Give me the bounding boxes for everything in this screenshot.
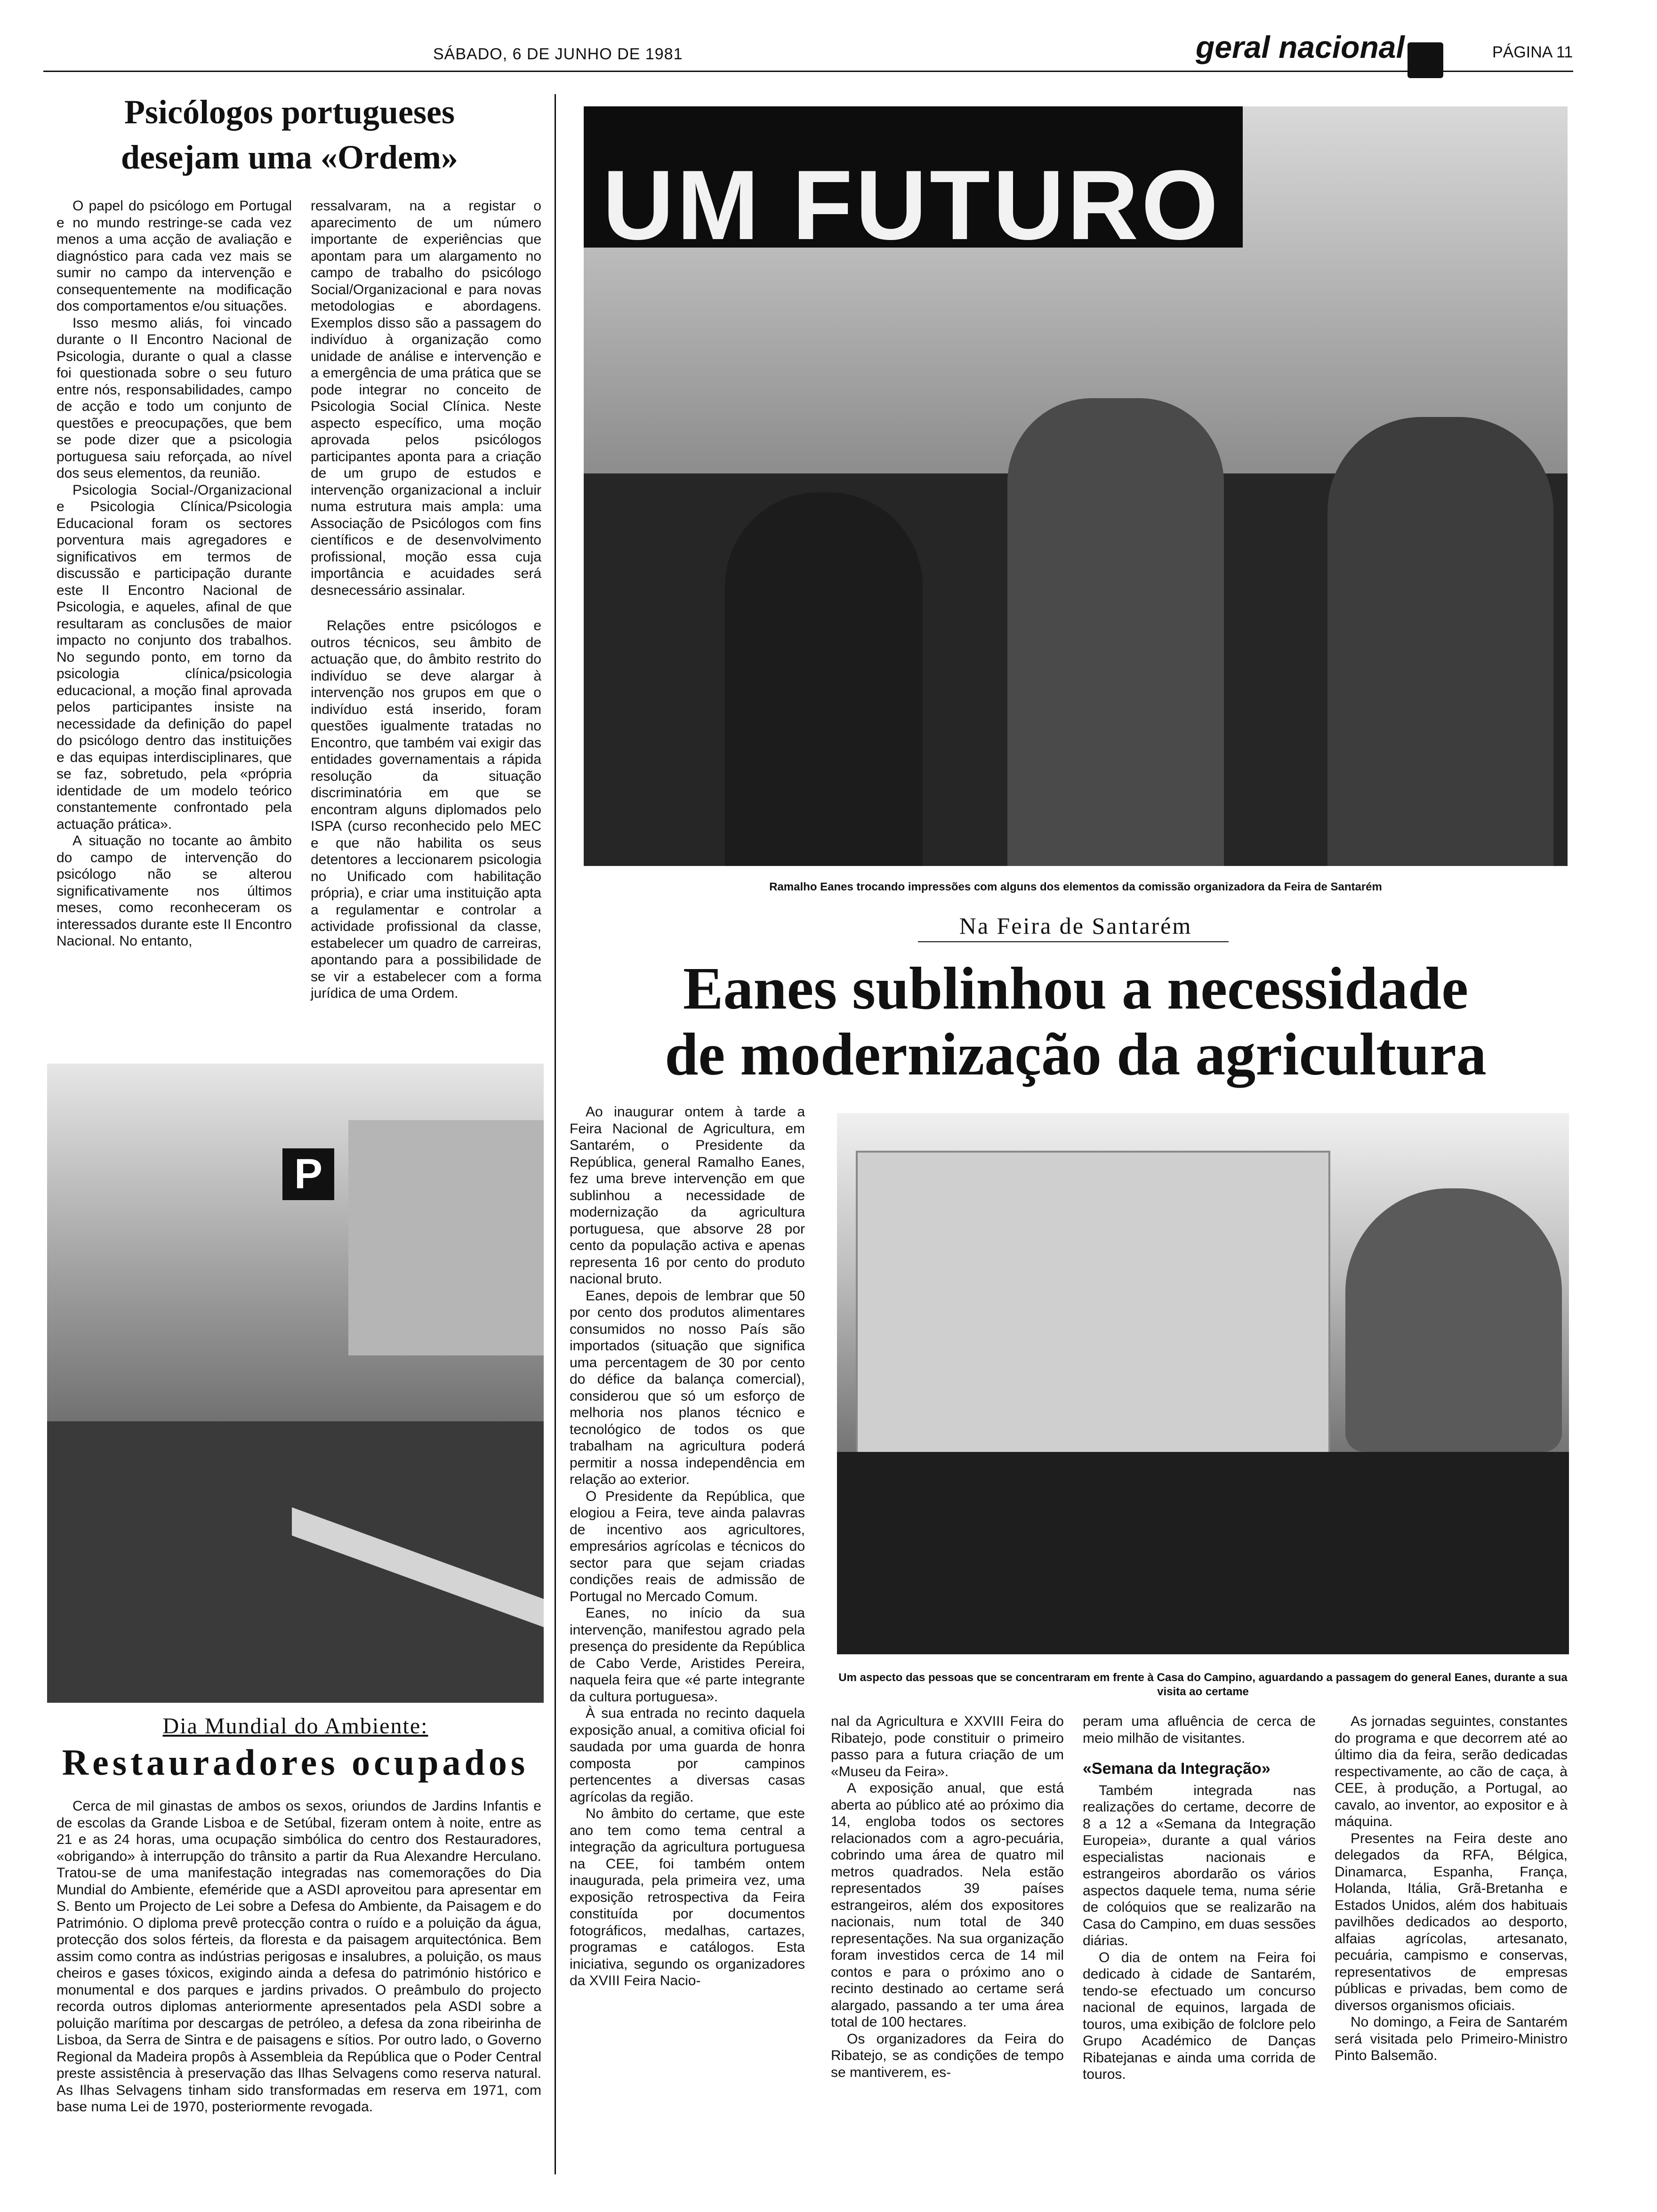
parking-sign	[282, 1148, 334, 1200]
figure-right	[1327, 417, 1553, 866]
eanes-col1	[570, 1104, 805, 1989]
paragraph: À sua entrada no recinto daquela exposição anual, a comitiva oficial foi saudada por uma guarda de honra composta por campinos pertencentes a diversas casas agrícolas da região.	[570, 1706, 805, 1805]
paragraph: O papel do psicólogo em Portugal e no mundo restringe-se cada vez menos a uma acção de avaliação e diagnóstico para cada vez mais se sumir no campo da intervenção e consequentemente na modificação dos comportamentos e/ou situações.	[56, 198, 292, 314]
figure-center	[1007, 398, 1224, 866]
psicologos-headline-line2: desejam uma «Ordem»	[121, 138, 458, 176]
ambiente-headline: Restauradores ocupados	[62, 1742, 529, 1783]
paragraph: Os organizadores da Feira do Ribatejo, se as condições de tempo se mantiverem, es-	[831, 2031, 1064, 2080]
paragraph: Psicologia Social-/Organizacional e Psicologia Clínica/Psicologia Educacional foram os sectores porventura mais agregadores e significativos em termos de discussão e participação durante este II Encontro Nacional de Psicologia, e aqueles, afinal de que resultaram as conclusões de maior impacto no conjunto dos trabalhos. No segundo ponto, em torno da psicologia clínica/psicologia educacional, a moção final aprovada pelos participantes insiste na necessidade da definição do papel do psicólogo dentro das instituições e das equipas interdisciplinares, que se faz, sobretudo, pela «própria identidade de um modelo teórico constantemente confrontado pela actuação prática».	[56, 482, 292, 832]
eanes-photo	[584, 106, 1568, 866]
column-rule	[555, 94, 556, 2174]
ambiente-body	[56, 1798, 541, 2116]
eanes-headline	[570, 955, 1582, 1087]
paragraph: A exposição anual, que está aberta ao público até ao próximo dia 14, engloba todos os sectores relacionados com a agro-pecuária, cobrindo uma área de quatro mil metros quadrados. Nela estão representados 39 países estrangeiros, além dos expositores nacionais, num total de 340 representações. Na sua organização foram investidos cerca de 14 mil contos e para o próximo ano o recinto destinado ao certame será alargado, passando a ter uma área total de 100 hectares.	[831, 1780, 1064, 2030]
eanes-headline-line1: Eanes sublinhou a necessidade	[683, 955, 1469, 1022]
psicologos-headline-line1: Psicólogos portugueses	[124, 93, 455, 131]
paragraph: Eanes, depois de lembrar que 50 por cento dos produtos alimentares consumidos no nosso País são importados (situação que significa uma percentagem de 30 por cento do défice da balança comercial), considerou que só um esforço de melhoria nos planos técnico e tecnológico de todos os que trabalham na agricultura poderá permitir a nossa independência em relação ao exterior.	[570, 1288, 805, 1487]
paragraph: O Presidente da República, que elogiou a Feira, teve ainda palavras de incentivo aos agricultores, empresários agrícolas e técnicos do sector para que sejam criadas condições reais de admissão de Portugal no Mercado Comum.	[570, 1488, 805, 1604]
psicologos-headline	[47, 89, 532, 180]
feira-photo	[837, 1113, 1569, 1654]
masthead-date: SÁBADO, 6 DE JUNHO DE 1981	[433, 45, 683, 63]
paragraph: Isso mesmo aliás, foi vincado durante o II Encontro Nacional de Psicologia, durante o qual a classe foi questionada sobre o seu futuro entre nós, responsabilidades, campo de acção e todo um conjunto de questões e preocupações, que bem se pode dizer que a psicologia portuguesa saiu reforçada, ao nível dos seus elementos, da reunião.	[56, 315, 292, 481]
tree	[1345, 1188, 1562, 1452]
paragraph: A situação no tocante ao âmbito do campo de intervenção do psicólogo não se alterou significativamente nos últimos meses, como reconheceram os interessados durante este II Encontro Nacional. No entanto,	[56, 833, 292, 949]
page-logo-icon	[1408, 42, 1443, 78]
paragraph: Ao inaugurar ontem à tarde a Feira Nacional de Agricultura, em Santarém, o Presidente da República, general Ramalho Eanes, fez uma breve intervenção em que sublinhou a necessidade de modernização da agricultura portuguesa, que absorve 28 por cento da população activa e apenas representa 16 por cento do produto nacional bruto.	[570, 1104, 805, 1287]
eanes-photo-caption: Ramalho Eanes trocando impressões com alguns dos elementos da comissão organizadora da Feira de Santarém	[769, 881, 1382, 893]
ambiente-kicker: Dia Mundial do Ambiente:	[162, 1714, 428, 1739]
paragraph: ressalvaram, na a registar o aparecimento de um número importante de experiências que apontam para um alargamento no campo de trabalho do psicólogo Social/Organizacional e para novas metodologias e abordagens. Exemplos disso são a passagem do indivíduo à organização como unidade de análise e intervenção e a emergência de uma prática que se pode integrar no conceito de Psicologia Social Clínica. Neste aspecto específico, uma moção aprovada pelos psicólogos participantes aponta para a criação de um grupo de estudos e intervenção organizacional a incluir numa estrutura mais ampla: uma Associação de Psicólogos com fins científicos e de desenvolvimento profissional, moção essa cuja importância e acuidades será desnecessário assinalar.	[311, 198, 541, 598]
psicologos-col2	[311, 198, 541, 1002]
banner-text: UM FUTURO	[603, 150, 1221, 260]
paragraph: Também integrada nas realizações do certame, decorre de 8 a 12 a «Semana da Integração Europeia», durante a qual vários especialistas nacionais e estrangeiros abordarão os vários aspectos daquele tema, numa série de colóquios que se realizarão na Casa do Campino, em duas sessões diárias.	[1083, 1782, 1316, 1948]
eanes-col3	[1083, 1713, 1316, 2083]
masthead-section: geral nacional	[1196, 30, 1405, 64]
eanes-kicker: Na Feira de Santarém	[959, 913, 1192, 939]
paragraph: peram uma afluência de cerca de meio milhão de visitantes.	[1083, 1714, 1316, 1746]
eanes-col4	[1335, 1713, 1568, 2064]
seated-children	[47, 1421, 544, 1703]
paragraph: Cerca de mil ginastas de ambos os sexos, oriundos de Jardins Infantis e de escolas da Grande Lisboa e de Setúbal, fizeram ontem à noite, entre as 21 e as 24 horas, uma ocupação simbólica do centro dos Restauradores, «obrigando» à interrupção do trânsito a partir da Rua Alexandre Herculano. Tratou-se de uma manifestação integradas nas comemorações do Dia Mundial do Ambiente, efeméride que a ASDI aproveitou para apresentar em S. Bento um Projecto de Lei sobre a Defesa do Ambiente, da Paisagem e do Património. O diploma prevê protecção contra o ruído e a poluição da água, protecção dos solos férteis, da floresta e da paisagem arquitectónica. Bem assim como contra as indústrias perigosas e insalubres, a poluição, os maus cheiros e gases tóxicos, exigindo ainda a defesa do património histórico e monumental e dos parques e jardins privados. O preâmbulo do projecto recorda outros diplomas anteriormente apresentados pela ASDI sobre a poluição marítima por descargas de petróleo, a defesa da zona ribeirinha de Lisboa, da Serra de Sintra e de paisagens e sítios. Por outro lado, o Governo Regional da Madeira propôs à Assembleia da República que o Poder Central preste assistência à preservação das Ilhas Selvagens como reserva natural. As Ilhas Selvagens tinham sido transformadas em reserva em 1971, com base numa Lei de 1970, posteriormente revogada.	[56, 1798, 541, 2115]
paragraph: Relações entre psicólogos e outros técnicos, seu âmbito de actuação que, do âmbito restrito do indivíduo se deve alargar à intervenção nos grupos em que o indivíduo está inserido, foram questões igualmente tratadas no Encontro, que também vai exigir das entidades governamentais a rápida resolução da situação discriminatória em que se encontram alguns diplomados pelo ISPA (curso reconhecido pelo MEC e que não habilita os seus detentores a leccionarem psicologia no Unificado com habilitação própria), e criar uma instituição apta a regulamentar e controlar a actividade profissional da classe, estabelecer um quadro de carreiras, apontando para a possibilidade de se vir a estabelecer com a forma jurídica de uma Ordem.	[311, 618, 541, 1001]
feira-photo-caption: Um aspecto das pessoas que se concentraram em frente à Casa do Campino, aguardando a passagem do general Eanes, durante a sua visita ao certame	[838, 1671, 1568, 1698]
paragraph: Presentes na Feira deste ano delegados da RFA, Bélgica, Dinamarca, Espanha, França, Holanda, Itália, Grã-Bretanha e Estados Unidos, além dos habituais pavilhões dedicados ao desporto, alfaias agrícolas, artesanato, pecuária, campismo e conservas, representativos de empresas públicas e privadas, bem como de diversos organismos oficiais.	[1335, 1830, 1568, 2013]
eanes-col2	[831, 1713, 1064, 2081]
masthead-rule	[43, 71, 1573, 72]
psicologos-col1	[56, 198, 292, 950]
paragraph: No domingo, a Feira de Santarém será visitada pelo Primeiro-Ministro Pinto Balsemão.	[1335, 2014, 1568, 2063]
parking-sign-label: P	[294, 1151, 323, 1198]
building	[856, 1151, 1330, 1456]
kicker-underline	[918, 941, 1229, 942]
paragraph: O dia de ontem na Feira foi dedicado à cidade de Santarém, tendo-se efectuado um concurso nacional de equinos, largada de touros, uma exibição de folclore pelo Grupo Académico de Danças Ribatejanas e ainda uma corrida de touros.	[1083, 1949, 1316, 2082]
crowd	[837, 1452, 1569, 1654]
figure-left	[725, 492, 923, 866]
masthead-page: PÁGINA 11	[1492, 43, 1573, 61]
paragraph: As jornadas seguintes, constantes do programa e que decorrem até ao último dia da feira, serão dedicadas respectivamente, ao cão de caça, à CEE, à produção, a Portugal, ao cavalo, ao inventor, ao expositor e à máquina.	[1335, 1714, 1568, 1829]
semana-subhead: «Semana da Integração»	[1083, 1760, 1271, 1778]
paragraph: Eanes, no início da sua intervenção, manifestou agrado pela presença do presidente da República de Cabo Verde, Aristides Pereira, naquela feira que «é parte integrante da cultura portuguesa».	[570, 1605, 805, 1705]
restauradores-photo	[47, 1064, 544, 1703]
paragraph: No âmbito do certame, que este ano tem como tema central a integração da agricultura portuguesa na CEE, foi também ontem inaugurada, pela primeira vez, uma exposição retrospectiva da Feira constituída por documentos fotográficos, medalhas, cartazes, programas e catálogos. Esta iniciativa, segundo os organizadores da XVIII Feira Nacio-	[570, 1806, 805, 1988]
paragraph: nal da Agricultura e XXVIII Feira do Ribatejo, pode constituir o primeiro passo para a futura criação de um «Museu da Feira».	[831, 1714, 1064, 1779]
eanes-headline-line2: de modernização da agricultura	[665, 1021, 1487, 1088]
buildings	[348, 1120, 544, 1355]
